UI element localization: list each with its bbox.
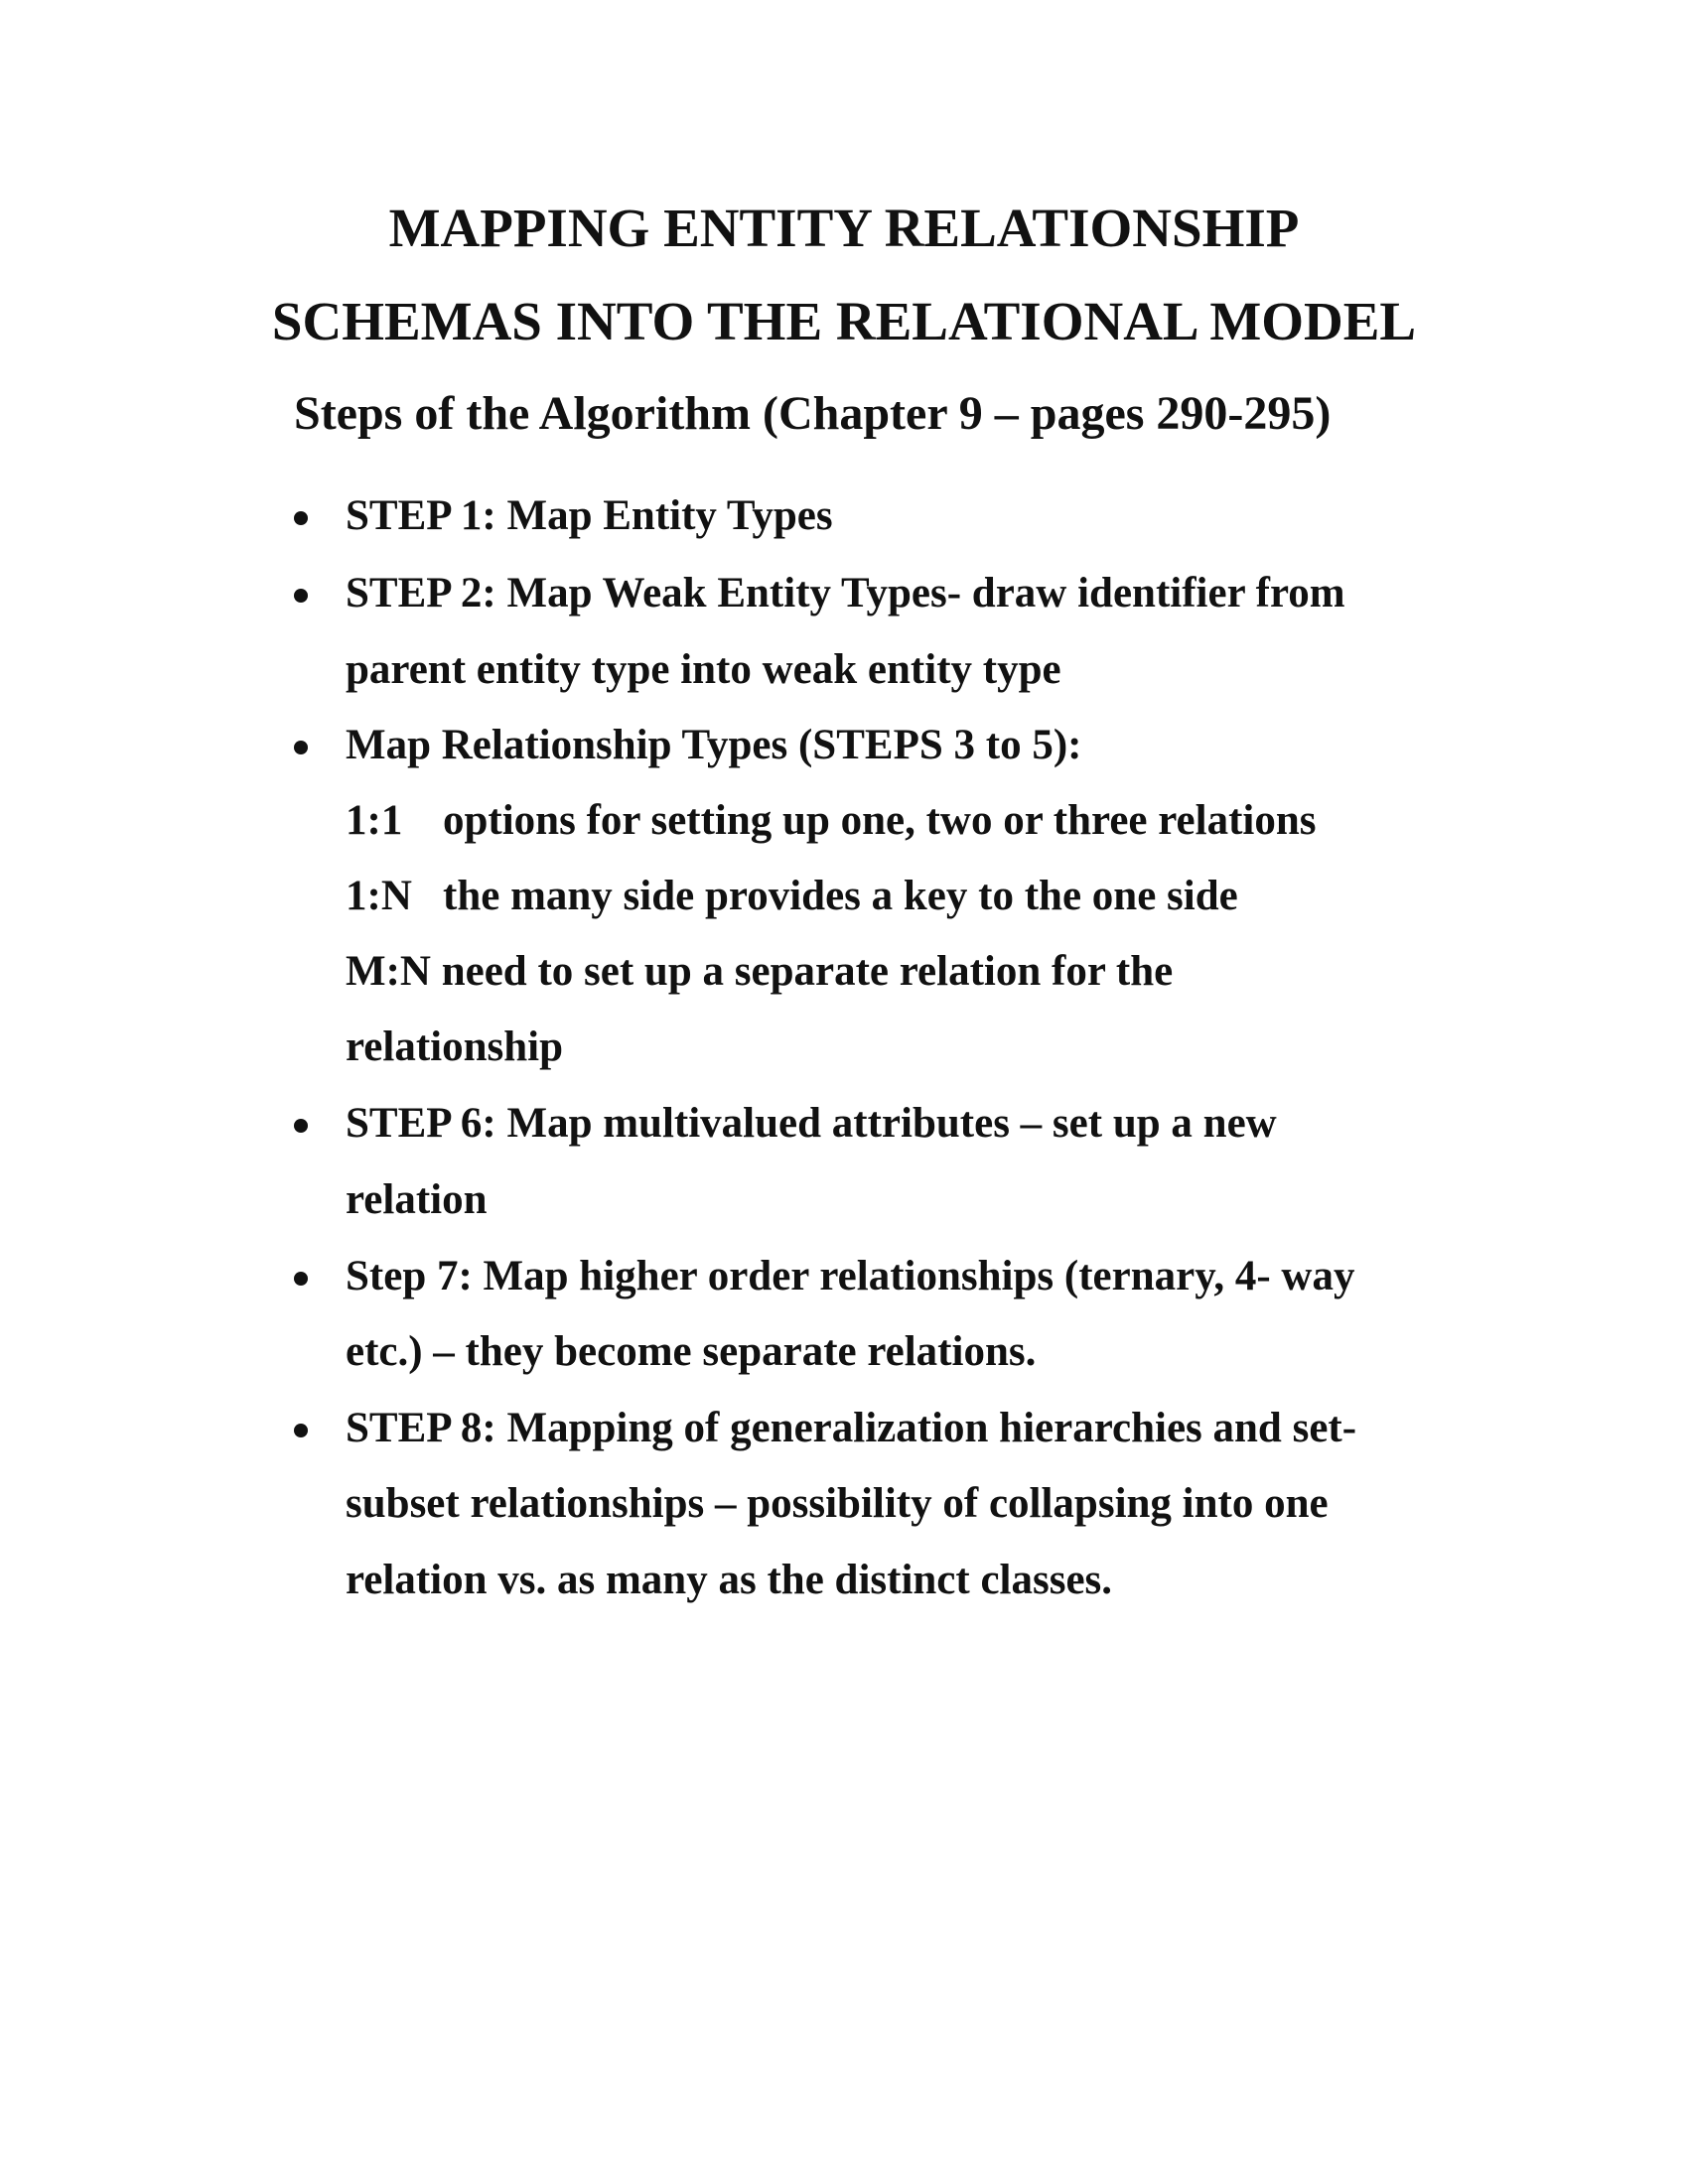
sub-item-m-n bbox=[346, 946, 1173, 998]
bullet-icon bbox=[294, 1272, 308, 1286]
title-line-2: SCHEMAS INTO THE RELATIONAL MODEL bbox=[271, 291, 1417, 351]
step-6-line-2: relation bbox=[346, 1176, 488, 1223]
bullet-icon bbox=[294, 1424, 308, 1437]
step-7-line-1: Step 7: Map higher order relationships (ternary, 4- way bbox=[346, 1253, 1355, 1299]
step-8-line-3: relation vs. as many as the distinct classes. bbox=[346, 1557, 1113, 1603]
subtitle: Steps of the Algorithm (Chapter 9 – pages 290-295) bbox=[294, 387, 1332, 440]
cardinality-code: 1:N bbox=[346, 873, 412, 919]
bullet-icon bbox=[294, 1119, 308, 1133]
step-2-line-2: parent entity type into weak entity type bbox=[346, 646, 1061, 693]
step-7-line-2: etc.) – they become separate relations. bbox=[346, 1328, 1037, 1375]
step-8-line-1: STEP 8: Mapping of generalization hierarchies and set- bbox=[346, 1405, 1357, 1451]
bullet-icon bbox=[294, 741, 308, 754]
cardinality-text: need to set up a separate relation for the bbox=[441, 948, 1174, 995]
sub-item-m-n-continuation: relationship bbox=[346, 1024, 564, 1070]
bullet-icon bbox=[294, 589, 308, 603]
relationship-types-line: Map Relationship Types (STEPS 3 to 5): bbox=[346, 722, 1082, 768]
step-1-line: STEP 1: Map Entity Types bbox=[346, 492, 833, 539]
cardinality-code: M:N bbox=[346, 948, 431, 995]
step-6-line-1: STEP 6: Map multivalued attributes – set up a new bbox=[346, 1100, 1277, 1147]
title-line-1: MAPPING ENTITY RELATIONSHIP bbox=[388, 198, 1300, 258]
step-2-line-1: STEP 2: Map Weak Entity Types- draw identifier from bbox=[346, 570, 1345, 616]
sub-item-1-1 bbox=[346, 795, 1317, 847]
bullet-icon bbox=[294, 511, 308, 525]
cardinality-code: 1:1 bbox=[346, 797, 403, 844]
cardinality-text: options for setting up one, two or three relations bbox=[443, 797, 1317, 844]
step-8-line-2: subset relationships – possibility of collapsing into one bbox=[346, 1480, 1329, 1527]
cardinality-text: the many side provides a key to the one side bbox=[443, 873, 1238, 919]
sub-item-1-n bbox=[346, 871, 1238, 922]
